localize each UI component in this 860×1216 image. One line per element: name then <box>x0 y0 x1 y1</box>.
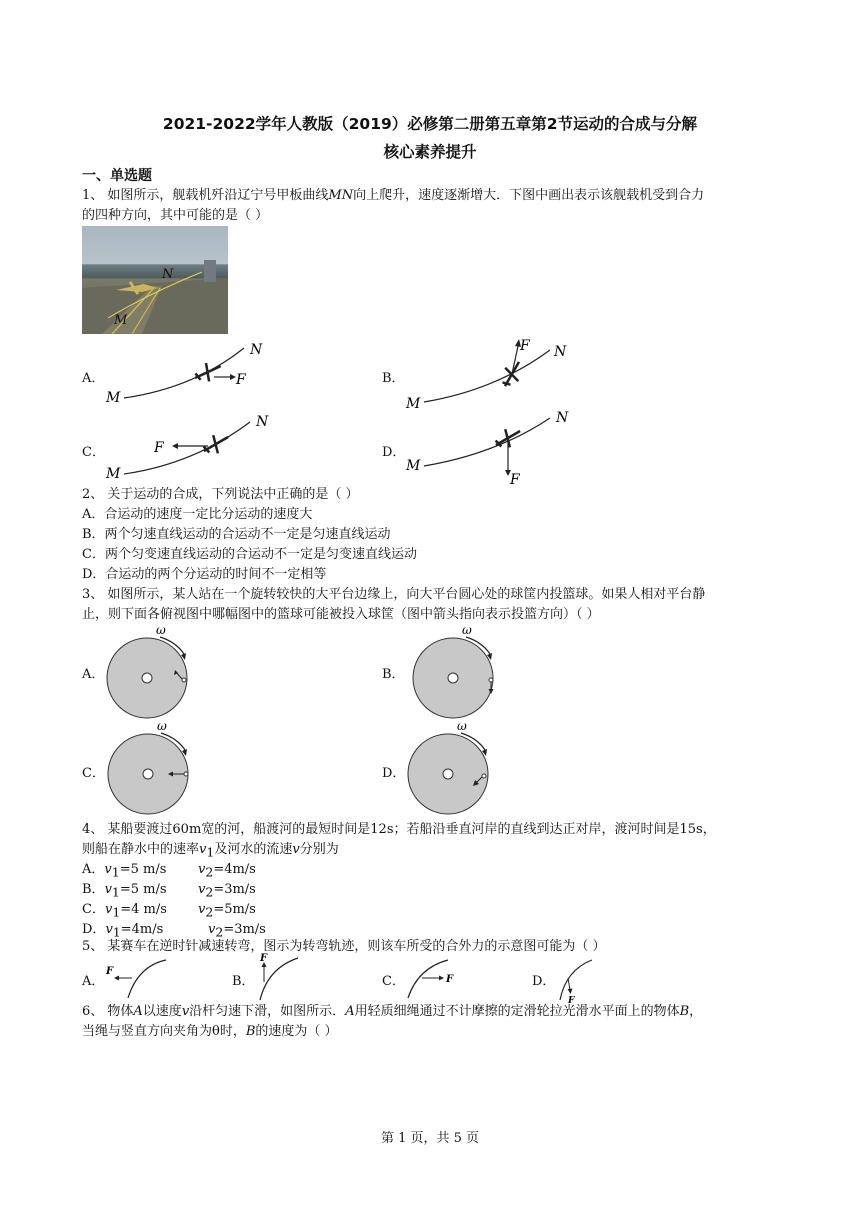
q6-var-b: B <box>679 1004 690 1019</box>
q4-option-v2: =5m/s <box>213 902 256 917</box>
force-label: F <box>236 372 246 388</box>
q5-option-b-label[interactable]: B． <box>232 974 255 989</box>
q4-sub: 1 <box>112 924 121 940</box>
q4-sub: 1 <box>112 904 121 920</box>
q4-sub: 2 <box>215 924 224 940</box>
q4-var: v <box>198 882 206 897</box>
omega-label: ω <box>156 623 166 637</box>
q4-option-v1: =4m/s <box>120 922 164 937</box>
q1-option-b-label[interactable]: B． <box>382 371 405 386</box>
q1-option-c-diagram <box>104 410 274 482</box>
q4-option-v2: =4m/s <box>213 862 256 877</box>
q4-sub: 1 <box>111 864 120 880</box>
carrier-photo-illustration <box>82 226 228 334</box>
q2-option-d[interactable]: D．合运动的两个分运动的时间不一定相等 <box>82 567 327 582</box>
q1-option-b-diagram <box>404 336 584 410</box>
q3-option-c-diagram <box>104 718 200 818</box>
q4-sub: 2 <box>205 864 214 880</box>
question-6-stem-line-1 <box>82 1002 782 1022</box>
q1-text-a: 1、 如图所示，舰载机歼沿辽宁号甲板曲线 <box>82 188 329 203</box>
q3-option-c-label[interactable]: C． <box>82 766 105 781</box>
q1-text-mn: MN <box>328 188 354 203</box>
q1-option-a-diagram <box>104 340 274 406</box>
jet-icon <box>199 429 232 459</box>
question-1-stem-line-2: 的四种方向，其中可能的是（ ） <box>82 208 269 223</box>
q3-option-b-diagram <box>410 622 506 722</box>
page-subtitle: 核心素养提升 <box>383 143 477 161</box>
q5-option-d-diagram <box>554 956 604 1004</box>
arrow-head-icon <box>439 976 444 981</box>
q4-text-b: 及河水的流速 <box>214 842 293 857</box>
photo-label-n: N <box>162 267 174 282</box>
section-heading: 一、单选题 <box>82 168 152 184</box>
q1-option-d-label[interactable]: D． <box>382 445 406 460</box>
q4-text-a: 则船在静水中的速率 <box>82 842 200 857</box>
force-label: F <box>154 440 164 456</box>
q4-var-v: v <box>292 842 300 857</box>
q3-option-a-label[interactable]: A． <box>82 667 105 682</box>
q6-text: 6、 物体 <box>82 1004 134 1019</box>
q6-var-a: A <box>133 1004 143 1019</box>
q6-text: 以速度 <box>142 1004 182 1019</box>
question-3-stem-line-2: 止，则下面各俯视图中哪幅图中的篮球可能被投入球筐（图中箭头指向表示投篮方向）（ ） <box>82 607 600 622</box>
omega-label: ω <box>157 719 167 733</box>
question-4-stem-line-1: 4、 某船要渡过60m宽的河，船渡河的最短时间是12s；若船沿垂直河岸的直线到达正对岸，渡河时间是15s， <box>82 822 716 837</box>
q6-text: 的速度为（ ） <box>255 1024 338 1039</box>
q4-var: v <box>105 922 113 937</box>
q4-var: v <box>104 862 112 877</box>
q2-option-b[interactable]: B．两个匀速直线运动的合运动不一定是匀速直线运动 <box>82 527 391 542</box>
q4-var: v <box>104 882 112 897</box>
question-3-stem-line-1: 3、 如图所示，某人站在一个旋转较快的大平台边缘上，向大平台圆心处的球筐内投篮球。如果人相对平台静 <box>82 587 706 602</box>
q3-option-a-diagram <box>104 622 200 722</box>
force-label: F <box>446 974 454 985</box>
photo-label-m: M <box>114 313 128 328</box>
point-m-label: M <box>406 458 421 474</box>
q3-option-d-label[interactable]: D． <box>382 766 406 781</box>
q4-sub-1: 1 <box>206 844 215 860</box>
q6-text: 用轻质细绳通过不计摩擦的定滑轮拉光滑水平面上的物体 <box>354 1004 680 1019</box>
q4-option-v2: =3m/s <box>213 882 256 897</box>
arrow-head-icon <box>568 989 573 995</box>
q4-option-label: B． <box>82 882 105 897</box>
question-6-stem-line-2 <box>82 1022 782 1042</box>
q6-text: ， <box>689 1004 703 1019</box>
point-m-label: M <box>406 396 421 410</box>
q3-option-d-diagram <box>404 716 500 818</box>
q4-var: v <box>104 902 113 917</box>
page-title: 2021-2022学年人教版（2019）必修第二册第五章第2节运动的合成与分解 <box>162 115 698 133</box>
point-n-label: N <box>556 410 569 426</box>
q5-option-a-diagram <box>104 956 174 1002</box>
q4-var-v1: v <box>199 842 207 857</box>
force-label: F <box>106 966 114 977</box>
question-5-stem: 5、 某赛车在逆时针减速转弯，图示为转弯轨迹，则该车所受的合外力的示意图可能为（ ） <box>82 939 606 954</box>
q1-option-c-label[interactable]: C． <box>82 445 105 460</box>
point-n-label: N <box>554 344 567 360</box>
q4-text-c: 分别为 <box>299 842 339 857</box>
q5-option-a-label[interactable]: A． <box>82 974 105 989</box>
question-1-stem-line-1 <box>82 186 782 206</box>
q6-var-v: v <box>181 1004 190 1019</box>
point-n-label: N <box>250 342 263 358</box>
q6-text: 沿杆匀速下滑，如图所示． <box>189 1004 346 1019</box>
q5-option-c-diagram <box>402 956 472 1002</box>
omega-label: ω <box>457 719 467 733</box>
q4-var: v <box>198 862 206 877</box>
q4-option-label: D． <box>82 922 106 937</box>
q1-option-a-label[interactable]: A． <box>82 371 105 386</box>
q4-sub: 2 <box>205 904 214 920</box>
jet-icon <box>192 358 225 386</box>
q6-var-b: B <box>245 1024 256 1039</box>
omega-label: ω <box>462 623 472 637</box>
q4-option-v2: =3m/s <box>223 922 266 937</box>
q4-option-v1: =5 m/s <box>119 882 167 897</box>
q4-var: v <box>208 922 216 937</box>
question-2-stem: 2、 关于运动的合成，下列说法中正确的是（ ） <box>82 487 359 502</box>
q4-sub: 2 <box>205 884 214 900</box>
force-label: F <box>260 953 268 964</box>
q4-option-label: A． <box>82 862 105 877</box>
point-m-label: M <box>106 466 121 482</box>
q6-var-a: A <box>345 1004 355 1019</box>
q4-option-v1: =4 m/s <box>120 902 167 917</box>
force-label: F <box>520 338 530 354</box>
point-n-label: N <box>256 414 269 430</box>
q1-option-d-diagram <box>404 408 584 488</box>
q1-text-c: 向上爬升，速度逐渐增大．下图中画出表示该舰载机受到合力 <box>353 188 705 203</box>
q5-option-d-label[interactable]: D． <box>532 974 556 989</box>
q5-option-c-label[interactable]: C． <box>382 974 405 989</box>
q2-option-c[interactable]: C．两个匀变速直线运动的合运动不一定是匀变速直线运动 <box>82 547 417 562</box>
arrow-head-icon <box>172 443 178 449</box>
q5-option-b-diagram <box>250 952 310 1004</box>
q6-text: 当绳与竖直方向夹角为θ时， <box>82 1024 246 1039</box>
force-label: F <box>568 996 575 1004</box>
q3-option-b-label[interactable]: B． <box>382 667 405 682</box>
q2-option-a[interactable]: A．合运动的速度一定比分运动的速度大 <box>82 507 313 522</box>
point-m-label: M <box>106 390 121 406</box>
q4-option-label: C． <box>82 902 105 917</box>
arrow-head-icon <box>114 976 119 981</box>
page-footer: 第 1 页，共 5 页 <box>380 1131 480 1146</box>
force-label: F <box>510 472 520 488</box>
q4-var: v <box>198 902 206 917</box>
aircraft-carrier-photo <box>82 226 228 334</box>
q4-sub: 1 <box>111 884 120 900</box>
q4-option-v1: =5 m/s <box>119 862 167 877</box>
